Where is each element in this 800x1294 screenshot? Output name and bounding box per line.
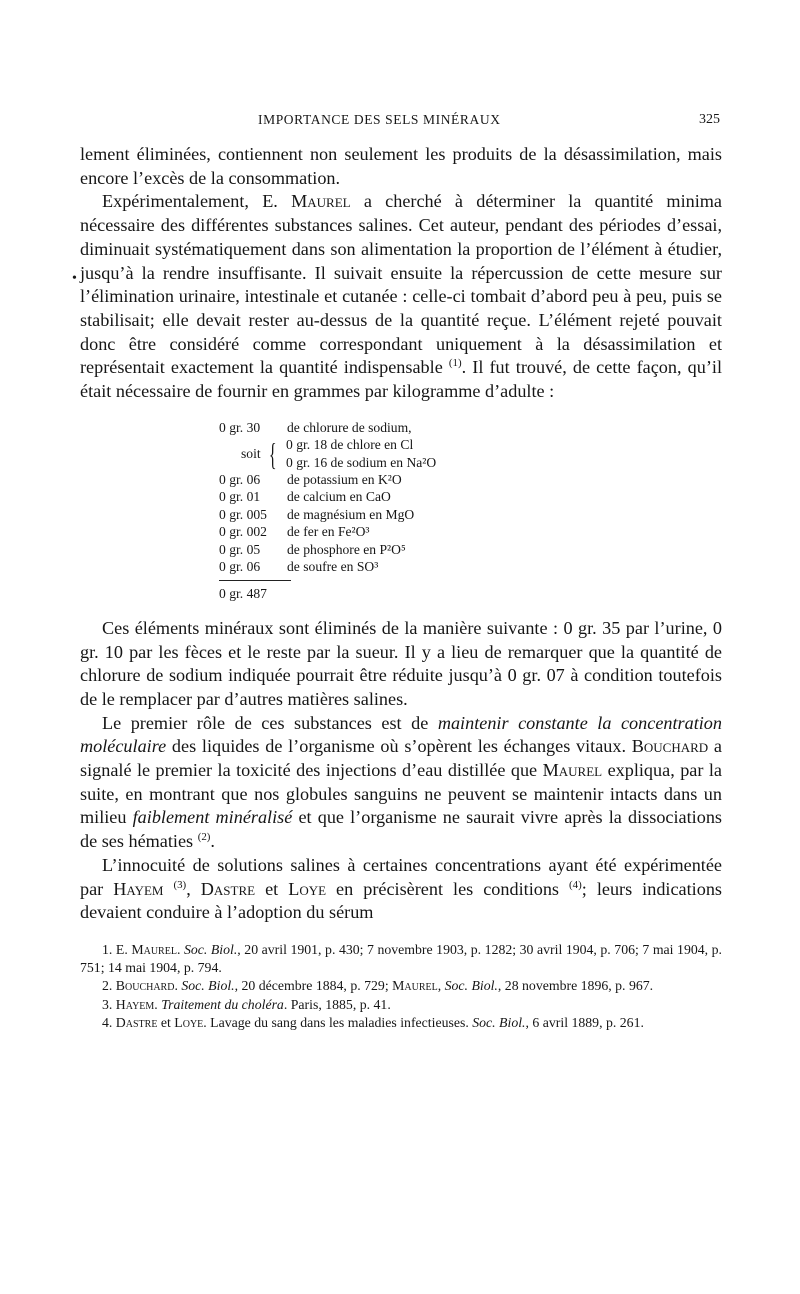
footnote-author: Loye <box>174 1014 204 1030</box>
row-label: de calcium en CaO <box>287 489 391 505</box>
p5-text-2: , <box>186 878 201 899</box>
footnote-text: , <box>437 978 445 994</box>
table-row <box>219 471 722 488</box>
footnote-2 <box>80 977 722 995</box>
emphasis-concentration: maintenir constante la concentration moléculaire <box>80 712 722 757</box>
row-quantity: 0 gr. 01 <box>219 489 261 505</box>
row-quantity: 0 gr. 005 <box>219 506 267 522</box>
row-quantity: 0 gr. 06 <box>219 471 261 487</box>
footnote-text: . <box>174 978 182 994</box>
row-quantity: 0 gr. 06 <box>219 558 261 574</box>
author-loye: Loye <box>288 878 327 899</box>
footnote-text: , 20 avril 1901, p. 430; 7 novembre 1903, p. 1282; 30 avril 1904, p. 706; 7 mai 1904, p. 751; 14 mai 1904, p. 794. <box>80 941 722 976</box>
footnote-4 <box>80 1014 722 1032</box>
emphasis-mineralise: faiblement minéralisé <box>132 807 293 828</box>
p4-text-5: et que l’organisme ne saurait vivre après la dissociations de ses hématies <box>80 807 722 852</box>
table-row <box>219 506 722 523</box>
p5-text-4: en précisèrent les conditions <box>326 878 570 899</box>
p4-text-6: . <box>210 831 215 852</box>
sum-rule <box>219 580 291 581</box>
footnote-text: et <box>157 1014 175 1030</box>
mineral-table <box>219 419 722 603</box>
page-number: 325 <box>699 112 720 127</box>
row-quantity: 0 gr. 002 <box>219 524 267 540</box>
soit-line: 0 gr. 16 de sodium en Na²O <box>286 454 437 470</box>
paragraph-5 <box>80 854 722 925</box>
footnote-journal: Soc. Biol. <box>444 978 498 994</box>
footnote-journal: Soc. Biol. <box>472 1014 526 1030</box>
footnote-ref-2: (2) <box>197 831 211 844</box>
footnote-author: Hayem <box>115 996 155 1012</box>
margin-mark: • <box>72 271 77 286</box>
row-label: de potassium en K²O <box>287 471 402 487</box>
footnote-number: 3. <box>102 996 116 1012</box>
author-maurel: Maurel <box>291 191 351 212</box>
footnote-3 <box>80 996 722 1014</box>
soit-line: 0 gr. 18 de chlore en Cl <box>286 437 414 453</box>
page-body <box>80 143 722 1032</box>
footnote-text: , 6 avril 1889, p. 261. <box>525 1014 644 1030</box>
footnote-number: 4. <box>102 1014 116 1030</box>
paragraph-4 <box>80 712 722 854</box>
footnote-journal: Soc. Biol. <box>183 941 238 957</box>
table-row <box>219 488 722 505</box>
footnote-author: Dastre <box>115 1014 158 1030</box>
running-header <box>80 112 720 136</box>
paragraph-3: Ces éléments minéraux sont éliminés de la manière suivante : 0 gr. 35 par l’urine, 0 gr. 10 par les fèces et le reste par la sueur. Il y a lieu de remarquer que la quantité de chlorure de sodium indiquée pourrait être réduite jusqu’à 0 gr. 07 à condition toutefois de le remplacer par d’autres matières salines. <box>80 617 722 709</box>
footnote-number: 1. E. <box>102 941 132 957</box>
footnotes <box>80 941 722 1032</box>
author-dastre: Dastre <box>200 878 256 899</box>
row-label: de magnésium en MgO <box>287 506 415 522</box>
p2-text-2: a cherché à déterminer la quantité minima nécessaire des différentes substances salines. Cet auteur, pendant des périodes d’essai, diminuait systématiquement dans son alimentation la proportion de l’élément à étudier, jusqu’à la rendre insuffisante. Il suivait ensuite la répercussion de cette mesure sur l’élimination urinaire, intestinale et cutanée : celle-ci tombait d’abord peu à peu, puis se stabilisait; elle devait rester au-dessus de la quantité reçue. L’élément rejeté pouvait donc être considéré comme correspondant uniquement à la désassimilation et représentait exactement la quantité indispensable <box>80 191 722 378</box>
author-bouchard: Bouchard <box>631 736 709 757</box>
row-label: de phosphore en P²O⁵ <box>287 541 406 557</box>
footnote-text: . <box>176 941 184 957</box>
row-quantity: 0 gr. 30 <box>219 419 261 435</box>
soit-group <box>241 436 722 471</box>
author-maurel: Maurel <box>542 760 603 781</box>
table-total: 0 gr. 487 <box>219 586 267 602</box>
row-label: de chlorure de sodium, <box>287 419 412 435</box>
p4-text-1: Le premier rôle de ces substances est de <box>102 712 438 733</box>
author-hayem: Hayem <box>113 878 164 899</box>
paragraph-2 <box>80 190 722 403</box>
footnote-text: , 28 novembre 1896, p. 967. <box>497 978 654 994</box>
footnote-ref-3: (3) <box>173 878 187 891</box>
p4-text-2: des liquides de l’organisme où s’opèrent les échanges vitaux. <box>166 736 632 757</box>
brace: { <box>268 435 277 472</box>
footnote-text: . <box>154 996 162 1012</box>
table-row <box>219 558 722 575</box>
footnote-journal: Soc. Biol. <box>181 978 235 994</box>
footnote-text: . Lavage du sang dans les maladies infectieuses. <box>203 1014 473 1030</box>
footnote-text: , 20 décembre 1884, p. 729; <box>234 978 393 994</box>
footnote-ref-1: (1) <box>448 357 462 370</box>
footnote-text: . Paris, 1885, p. 41. <box>283 996 391 1012</box>
footnote-ref-4: (4) <box>569 878 582 891</box>
footnote-author: Bouchard <box>115 978 175 994</box>
running-title: IMPORTANCE DES SELS MINÉRAUX <box>258 112 501 127</box>
row-label: de fer en Fe²O³ <box>287 524 370 540</box>
footnote-author: Maurel <box>131 941 177 957</box>
p2-text-3: . Il fut trouvé, de cette façon, qu’il était nécessaire de fournir en grammes par kilogramme d’adulte : <box>80 357 723 402</box>
footnote-1 <box>80 941 722 977</box>
table-row <box>219 419 722 436</box>
p4-text-3: a signalé le premier la toxicité des injections d’eau distillée que <box>80 736 722 781</box>
soit-lines <box>286 436 436 471</box>
p5-text-3: et <box>255 878 289 899</box>
paragraph-1: lement éliminées, contiennent non seulement les produits de la désassimilation, mais encore l’excès de la consommation. <box>80 144 722 188</box>
footnote-author: Maurel <box>392 978 438 994</box>
table-row <box>219 541 722 558</box>
footnote-number: 2. <box>102 978 116 994</box>
p5-text-1: L’innocuité de solutions salines à certaines concentrations ayant été expérimentée par <box>80 854 722 899</box>
p2-text-1: Expérimentalement, E. <box>102 191 292 212</box>
table-row <box>219 523 722 540</box>
row-quantity: 0 gr. 05 <box>219 541 261 557</box>
soit-word: soit <box>241 445 261 461</box>
row-label: de soufre en SO³ <box>287 558 379 574</box>
footnote-journal: Traitement du choléra <box>161 996 284 1012</box>
p4-text-4: expliqua, par la suite, en montrant que nos globules sanguins ne peuvent se maintenir intacts dans un milieu <box>80 760 722 828</box>
p5-text-5: ; leurs indications devaient conduire à l’adoption du sérum <box>80 878 722 923</box>
